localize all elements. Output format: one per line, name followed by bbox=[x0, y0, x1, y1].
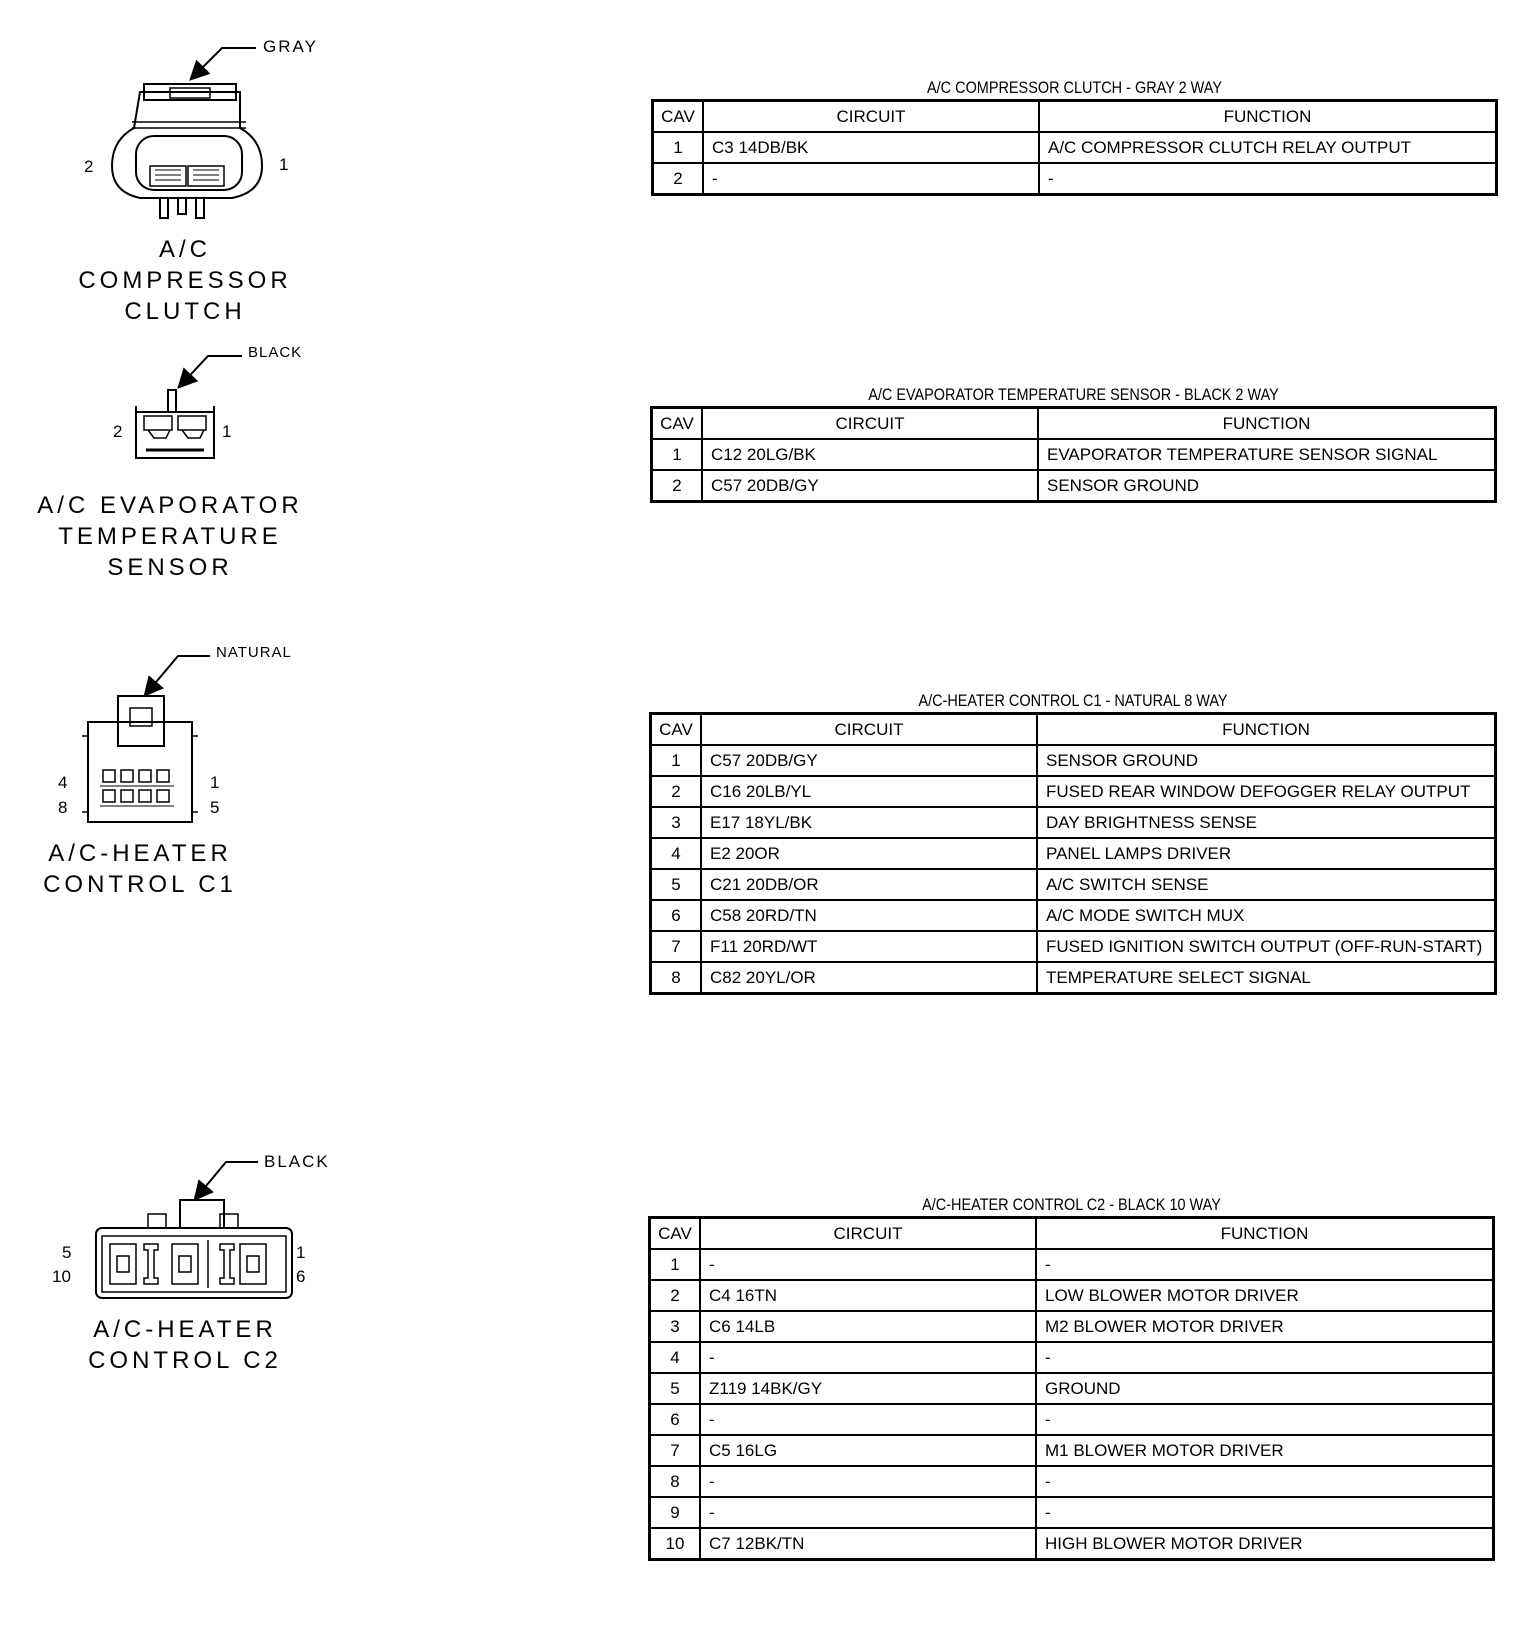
cavity-cell: 9 bbox=[650, 1497, 701, 1528]
cavity-cell: 2 bbox=[650, 1280, 701, 1311]
column-header: CAV bbox=[651, 714, 702, 746]
function-cell: - bbox=[1036, 1497, 1494, 1528]
connector-heater-control-c2 bbox=[0, 1140, 420, 1380]
column-header: CIRCUIT bbox=[701, 714, 1037, 746]
circuit-cell: C7 12BK/TN bbox=[700, 1528, 1036, 1560]
circuit-cell: Z119 14BK/GY bbox=[700, 1373, 1036, 1404]
function-cell: SENSOR GROUND bbox=[1037, 745, 1496, 776]
function-cell: M1 BLOWER MOTOR DRIVER bbox=[1036, 1435, 1494, 1466]
cavity-cell: 2 bbox=[653, 163, 704, 195]
cavity-cell: 4 bbox=[650, 1342, 701, 1373]
table-row bbox=[650, 1435, 1494, 1466]
cavity-cell: 1 bbox=[653, 132, 704, 163]
cavity-cell: 1 bbox=[651, 745, 702, 776]
pinout-table bbox=[650, 406, 1497, 503]
column-header: CIRCUIT bbox=[700, 1218, 1036, 1250]
circuit-cell: F11 20RD/WT bbox=[701, 931, 1037, 962]
circuit-cell: E17 18YL/BK bbox=[701, 807, 1037, 838]
table-row bbox=[650, 1466, 1494, 1497]
heater-control-c2-pin-1: 1 bbox=[296, 1243, 306, 1262]
circuit-cell: E2 20OR bbox=[701, 838, 1037, 869]
function-cell: EVAPORATOR TEMPERATURE SENSOR SIGNAL bbox=[1038, 439, 1496, 470]
cavity-cell: 2 bbox=[652, 470, 703, 502]
cavity-cell: 7 bbox=[651, 931, 702, 962]
cavity-cell: 5 bbox=[650, 1373, 701, 1404]
table-row bbox=[651, 962, 1496, 994]
table-row bbox=[650, 1373, 1494, 1404]
table-header-row bbox=[650, 1218, 1494, 1250]
heater-control-c2-pin-6: 6 bbox=[296, 1267, 306, 1286]
circuit-cell: - bbox=[700, 1249, 1036, 1280]
compressor-clutch-pin-1: 1 bbox=[279, 155, 289, 174]
cavity-cell: 3 bbox=[651, 807, 702, 838]
function-cell: TEMPERATURE SELECT SIGNAL bbox=[1037, 962, 1496, 994]
table-row bbox=[650, 1249, 1494, 1280]
function-cell: - bbox=[1036, 1342, 1494, 1373]
table-row bbox=[650, 1404, 1494, 1435]
cavity-cell: 5 bbox=[651, 869, 702, 900]
table-row bbox=[653, 132, 1497, 163]
cavity-cell: 3 bbox=[650, 1311, 701, 1342]
function-cell: - bbox=[1036, 1466, 1494, 1497]
heater-control-c2-pin-5: 5 bbox=[62, 1243, 72, 1262]
table-header-row bbox=[653, 101, 1497, 133]
heater-control-c1-pin-4: 4 bbox=[58, 773, 68, 792]
function-cell: FUSED IGNITION SWITCH OUTPUT (OFF-RUN-START) bbox=[1037, 931, 1496, 962]
cavity-cell: 2 bbox=[651, 776, 702, 807]
cavity-cell: 6 bbox=[650, 1404, 701, 1435]
table-row bbox=[651, 838, 1496, 869]
circuit-cell: C12 20LG/BK bbox=[702, 439, 1038, 470]
cavity-cell: 10 bbox=[650, 1528, 701, 1560]
evaporator-sensor-color-label: BLACK bbox=[248, 344, 303, 361]
column-header: CAV bbox=[652, 408, 703, 440]
table-row bbox=[651, 931, 1496, 962]
table-row bbox=[650, 1342, 1494, 1373]
function-cell: LOW BLOWER MOTOR DRIVER bbox=[1036, 1280, 1494, 1311]
circuit-cell: C57 20DB/GY bbox=[702, 470, 1038, 502]
table-row bbox=[651, 776, 1496, 807]
evaporator-sensor-name: A/C EVAPORATOR TEMPERATURE SENSOR bbox=[37, 492, 303, 581]
pinout-table-compressor-clutch bbox=[651, 77, 1498, 196]
table-row bbox=[651, 869, 1496, 900]
circuit-cell: C5 16LG bbox=[700, 1435, 1036, 1466]
heater-control-c1-name: A/C-HEATER CONTROL C1 bbox=[43, 840, 237, 898]
pinout-table bbox=[648, 1216, 1495, 1561]
table-row bbox=[650, 1280, 1494, 1311]
circuit-cell: C4 16TN bbox=[700, 1280, 1036, 1311]
column-header: CIRCUIT bbox=[702, 408, 1038, 440]
table-title: A/C-HEATER CONTROL C1 - NATURAL 8 WAY bbox=[918, 691, 1228, 710]
compressor-clutch-pin-2: 2 bbox=[84, 157, 94, 176]
function-cell: M2 BLOWER MOTOR DRIVER bbox=[1036, 1311, 1494, 1342]
column-header: FUNCTION bbox=[1037, 714, 1496, 746]
cavity-cell: 4 bbox=[651, 838, 702, 869]
table-row bbox=[651, 900, 1496, 931]
function-cell: FUSED REAR WINDOW DEFOGGER RELAY OUTPUT bbox=[1037, 776, 1496, 807]
heater-control-c1-color-label: NATURAL bbox=[216, 644, 292, 661]
pinout-table bbox=[649, 712, 1497, 995]
connector-compressor-clutch bbox=[0, 0, 420, 330]
table-header-row bbox=[651, 714, 1496, 746]
column-header: FUNCTION bbox=[1036, 1218, 1494, 1250]
function-cell: - bbox=[1039, 163, 1497, 195]
function-cell: - bbox=[1036, 1404, 1494, 1435]
circuit-cell: - bbox=[700, 1404, 1036, 1435]
function-cell: DAY BRIGHTNESS SENSE bbox=[1037, 807, 1496, 838]
cavity-cell: 8 bbox=[651, 962, 702, 994]
cavity-cell: 1 bbox=[650, 1249, 701, 1280]
circuit-cell: - bbox=[700, 1497, 1036, 1528]
heater-control-c1-pin-8: 8 bbox=[58, 798, 68, 817]
cavity-cell: 7 bbox=[650, 1435, 701, 1466]
evaporator-sensor-pin-1: 1 bbox=[222, 422, 232, 441]
pinout-table-evaporator-sensor bbox=[650, 384, 1497, 503]
table-title: A/C EVAPORATOR TEMPERATURE SENSOR - BLACK 2 WAY bbox=[868, 385, 1279, 404]
compressor-clutch-color-label: GRAY bbox=[263, 37, 318, 56]
table-row bbox=[650, 1497, 1494, 1528]
circuit-cell: C21 20DB/OR bbox=[701, 869, 1037, 900]
table-row bbox=[651, 745, 1496, 776]
circuit-cell: - bbox=[703, 163, 1039, 195]
function-cell: A/C COMPRESSOR CLUTCH RELAY OUTPUT bbox=[1039, 132, 1497, 163]
heater-control-c2-color-label: BLACK bbox=[264, 1152, 330, 1171]
heater-control-c1-pin-1: 1 bbox=[210, 773, 220, 792]
cavity-cell: 8 bbox=[650, 1466, 701, 1497]
connector-evaporator-sensor bbox=[0, 340, 420, 590]
function-cell: - bbox=[1036, 1249, 1494, 1280]
function-cell: GROUND bbox=[1036, 1373, 1494, 1404]
pinout-table-heater-control-c1 bbox=[649, 690, 1497, 995]
heater-control-c2-pin-10: 10 bbox=[52, 1267, 71, 1286]
pinout-table bbox=[651, 99, 1498, 196]
table-row bbox=[650, 1528, 1494, 1560]
column-header: FUNCTION bbox=[1038, 408, 1496, 440]
function-cell: HIGH BLOWER MOTOR DRIVER bbox=[1036, 1528, 1494, 1560]
function-cell: A/C MODE SWITCH MUX bbox=[1037, 900, 1496, 931]
function-cell: SENSOR GROUND bbox=[1038, 470, 1496, 502]
heater-control-c2-name: A/C-HEATER CONTROL C2 bbox=[88, 1316, 282, 1374]
evaporator-sensor-pin-2: 2 bbox=[113, 422, 123, 441]
cavity-cell: 6 bbox=[651, 900, 702, 931]
function-cell: PANEL LAMPS DRIVER bbox=[1037, 838, 1496, 869]
table-row bbox=[652, 470, 1496, 502]
circuit-cell: C82 20YL/OR bbox=[701, 962, 1037, 994]
cavity-cell: 1 bbox=[652, 439, 703, 470]
table-title: A/C COMPRESSOR CLUTCH - GRAY 2 WAY bbox=[927, 78, 1222, 97]
circuit-cell: - bbox=[700, 1342, 1036, 1373]
circuit-cell: - bbox=[700, 1466, 1036, 1497]
circuit-cell: C16 20LB/YL bbox=[701, 776, 1037, 807]
table-row bbox=[652, 439, 1496, 470]
circuit-cell: C6 14LB bbox=[700, 1311, 1036, 1342]
circuit-cell: C3 14DB/BK bbox=[703, 132, 1039, 163]
column-header: CIRCUIT bbox=[703, 101, 1039, 133]
column-header: CAV bbox=[653, 101, 704, 133]
column-header: FUNCTION bbox=[1039, 101, 1497, 133]
connector-heater-control-c1 bbox=[0, 640, 420, 900]
compressor-clutch-name: A/C COMPRESSOR CLUTCH bbox=[78, 236, 292, 325]
table-title: A/C-HEATER CONTROL C2 - BLACK 10 WAY bbox=[922, 1195, 1221, 1214]
table-row bbox=[650, 1311, 1494, 1342]
table-header-row bbox=[652, 408, 1496, 440]
table-row bbox=[651, 807, 1496, 838]
circuit-cell: C58 20RD/TN bbox=[701, 900, 1037, 931]
table-row bbox=[653, 163, 1497, 195]
pinout-table-heater-control-c2 bbox=[648, 1194, 1495, 1561]
function-cell: A/C SWITCH SENSE bbox=[1037, 869, 1496, 900]
column-header: CAV bbox=[650, 1218, 701, 1250]
heater-control-c1-pin-5: 5 bbox=[210, 798, 220, 817]
circuit-cell: C57 20DB/GY bbox=[701, 745, 1037, 776]
